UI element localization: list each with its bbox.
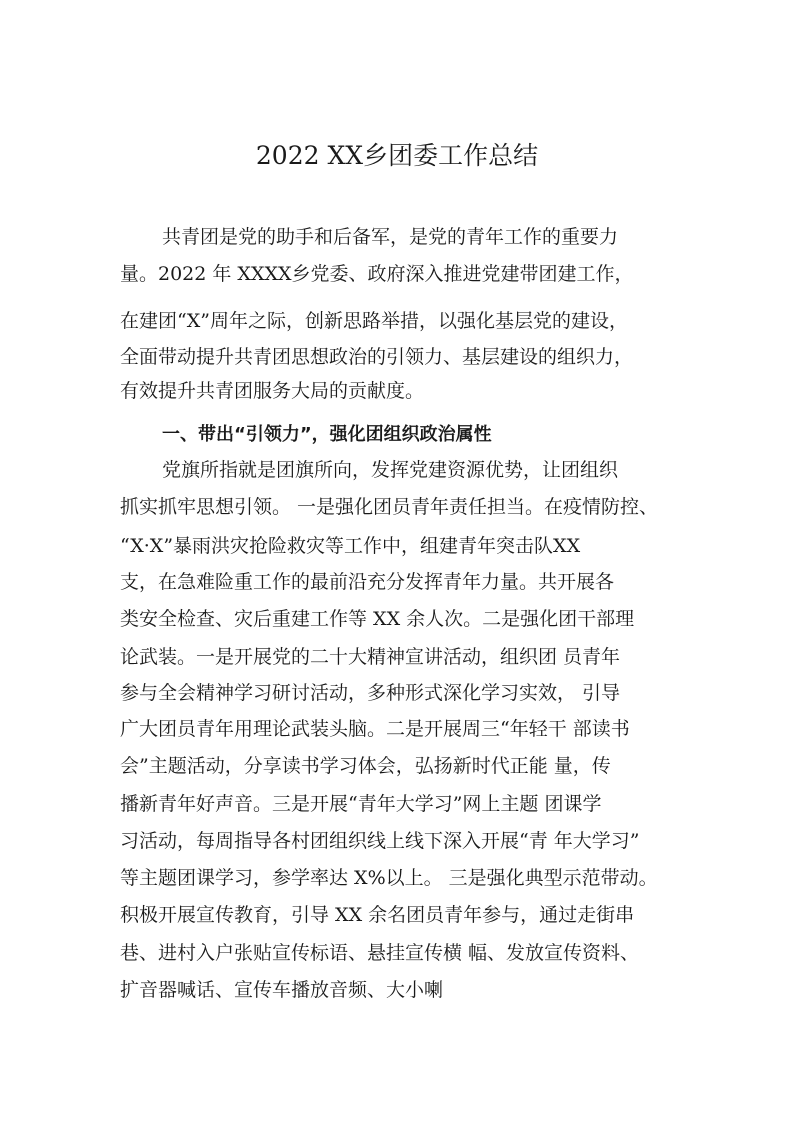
section-line-9: 会”主题活动，分享读书学习体会，弘扬新时代正能 量，传 xyxy=(120,755,611,777)
section-line-4: 支，在急难险重工作的最前沿充分发挥青年力量。共开展各 xyxy=(120,571,615,593)
section-line-14: 巷、进村入户张贴宣传标语、悬挂宣传横 幅、发放宣传资料、 xyxy=(120,942,640,964)
intro-line-2: 量。2022 年 XXXX乡党委、政府深入推进党建带团建工作， xyxy=(120,263,634,285)
intro-line-1: 共青团是党的助手和后备军，是党的青年工作的重要力 xyxy=(162,226,619,248)
section-line-8: 广大团员青年用理论武装头脑。二是开展周三“年轻干 部读书 xyxy=(120,718,630,740)
section-line-15: 扩音器喊话、宣传车播放音频、大小喇 xyxy=(120,979,444,1001)
intro-line-3: 在建团“X”周年之际，创新思路举措，以强化基层党的建设， xyxy=(120,310,628,332)
section-line-2: 抓实抓牢思想引领。 一是强化团员青年责任担当。在疫情防控、 xyxy=(120,496,659,518)
section-line-13: 积极开展宣传教育，引导 XX 余名团员青年参与，通过走街串 xyxy=(120,904,635,926)
section-line-5: 类安全检查、灾后重建工作等 XX 余人次。二是强化团干部理 xyxy=(120,608,635,630)
intro-line-4: 全面带动提升共青团思想政治的引领力、基层建设的组织力， xyxy=(120,346,634,368)
section-line-7: 参与全会精神学习研讨活动，多种形式深化学习实效， 引导 xyxy=(120,682,621,704)
section-line-1: 党旗所指就是团旗所向，发挥党建资源优势，让团组织 xyxy=(162,459,619,481)
intro-line-5: 有效提升共青团服务大局的贡献度。 xyxy=(120,380,425,402)
section-line-6: 论武装。一是开展党的二十大精神宣讲活动，组织团 员青年 xyxy=(120,646,621,668)
section-line-3: “X·X”暴雨洪灾抢险救灾等工作中，组建青年突击队XX xyxy=(120,535,581,557)
document-title: 2022 XX乡团委工作总结 xyxy=(255,141,539,170)
section-line-12: 等主题团课学习，参学率达 X%以上。 三是强化典型示范带动。 xyxy=(120,867,658,889)
section-line-11: 习活动，每周指导各村团组织线上线下深入开展“青 年大学习” xyxy=(120,830,640,852)
section-line-10: 播新青年好声音。三是开展“青年大学习”网上主题 团课学 xyxy=(120,793,602,815)
section-heading: 一、带出“引领力”，强化团组织政治属性 xyxy=(162,424,492,445)
